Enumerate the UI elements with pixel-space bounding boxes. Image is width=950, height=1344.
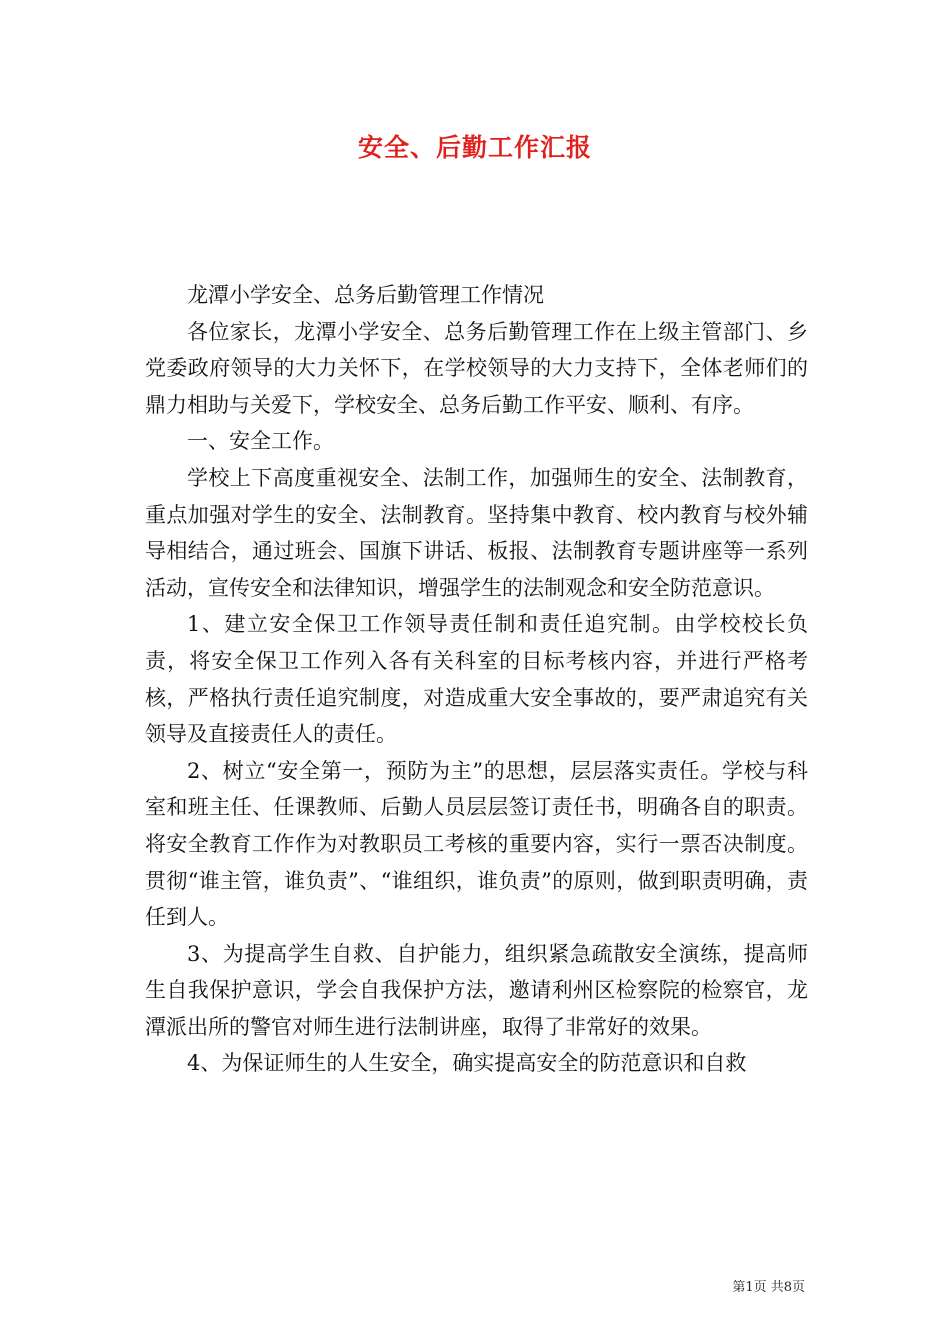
- document-title: 安全、后勤工作汇报: [357, 133, 592, 162]
- paragraph: 3、为提高学生自救、自护能力，组织紧急疏散安全演练，提高师生自我保护意识，学会自我保护方法，邀请利州区检察院的检察官，龙潭派出所的警官对师生进行法制讲座，取得了非常好的效果。: [145, 941, 808, 1039]
- section-heading: 龙潭小学安全、总务后勤管理工作情况: [187, 283, 544, 307]
- paragraph: 4、为保证师生的人生安全，确实提高安全的防范意识和自救: [187, 1051, 747, 1076]
- section-heading: 一、安全工作。: [187, 429, 334, 454]
- paragraph: 2、树立“安全第一，预防为主”的思想，层层落实责任。学校与科室和班主任、任课教师、后勤人员层层签订责任书，明确各自的职责。将安全教育工作作为对教职员工考核的重要内容，实行一票否决制度。贯彻“谁主管，谁负责”、“谁组织，谁负责”的原则，做到职责明确，责任到人。: [145, 758, 808, 930]
- paragraph: 学校上下高度重视安全、法制工作，加强师生的安全、法制教育，重点加强对学生的安全、法制教育。坚持集中教育、校内教育与校外辅导相结合，通过班会、国旗下讲话、板报、法制教育专题讲座等一系列活动，宣传安全和法律知识，增强学生的法制观念和安全防范意识。: [145, 465, 808, 600]
- paragraph: 1、建立安全保卫工作领导责任制和责任追究制。由学校校长负责，将安全保卫工作列入各有关科室的目标考核内容，并进行严格考核，严格执行责任追究制度，对造成重大安全事故的，要严肃追究有关领导及直接责任人的责任。: [145, 612, 808, 747]
- paragraph: 各位家长，龙潭小学安全、总务后勤管理工作在上级主管部门、乡党委政府领导的大力关怀下，在学校领导的大力支持下，全体老师们的鼎力相助与关爱下，学校安全、总务后勤工作平安、顺利、有序。: [145, 319, 808, 417]
- document-body: [145, 277, 808, 1082]
- page-number: 第1页 共8页: [732, 1280, 805, 1295]
